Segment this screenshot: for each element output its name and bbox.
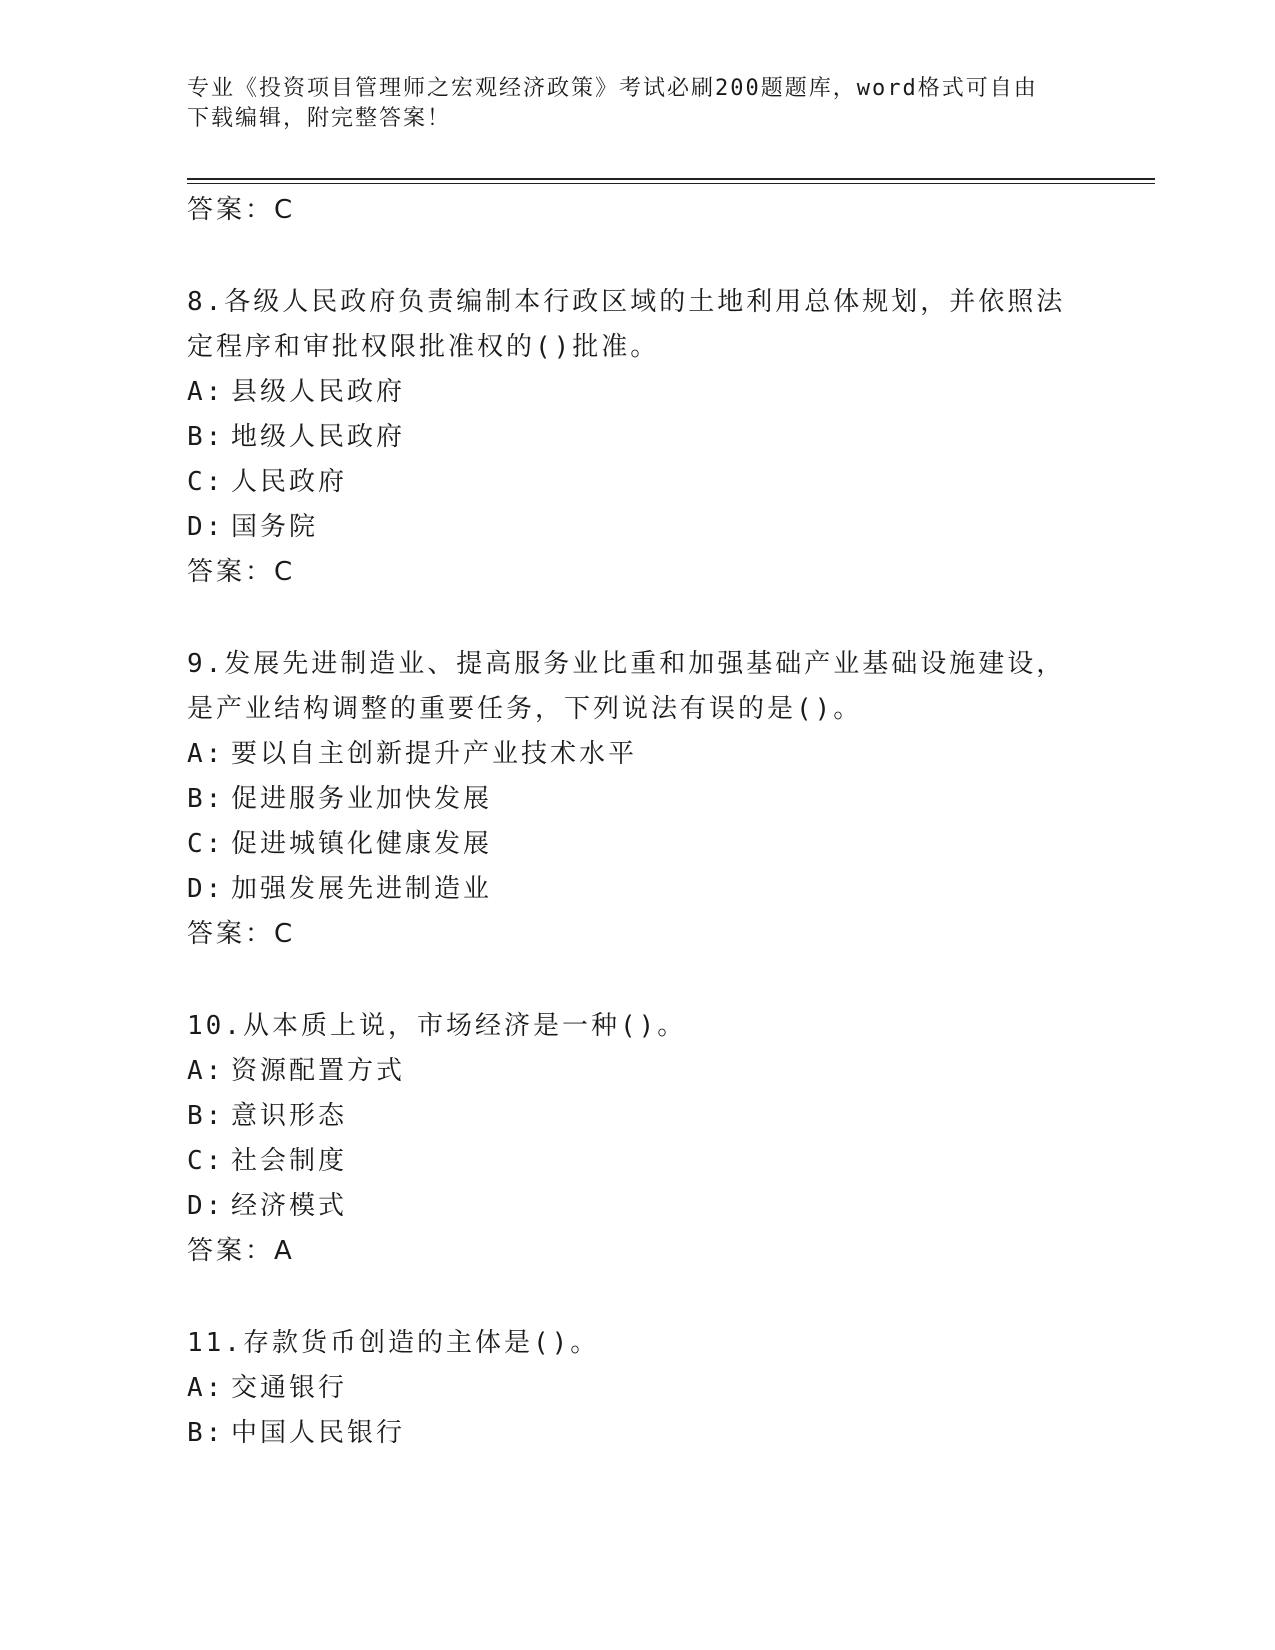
question-text: 10.从本质上说，市场经济是一种()。 — [187, 1011, 687, 1041]
option-key: B: — [187, 1418, 225, 1448]
question-text: 11.存款货币创造的主体是()。 — [187, 1328, 600, 1358]
option-text: 社会制度 — [231, 1146, 348, 1176]
answer-line — [187, 188, 1087, 233]
header-rule-thick — [187, 178, 1155, 180]
spacer — [187, 595, 1087, 642]
option-b — [187, 1094, 1087, 1139]
answer-value: C — [274, 919, 296, 949]
question-item — [187, 1004, 1087, 1274]
option-key: B: — [187, 422, 225, 452]
option-text: 加强发展先进制造业 — [231, 874, 493, 904]
question-list — [187, 188, 1087, 1456]
option-key: B: — [187, 784, 225, 814]
option-text: 县级人民政府 — [231, 377, 406, 407]
option-text: 中国人民银行 — [231, 1418, 406, 1448]
option-a — [187, 370, 1087, 415]
header-rule-thin — [187, 183, 1155, 184]
spacer — [187, 1274, 1087, 1321]
answer-line — [187, 912, 1087, 957]
option-text: 要以自主创新提升产业技术水平 — [231, 739, 638, 769]
option-key: A: — [187, 739, 225, 769]
option-d — [187, 867, 1087, 912]
option-text: 人民政府 — [231, 467, 348, 497]
question-text: 9.发展先进制造业、提高服务业比重和加强基础产业基础设施建设， — [187, 649, 1066, 679]
option-key: C: — [187, 467, 225, 497]
answer-value: A — [274, 1236, 295, 1266]
option-key: C: — [187, 829, 225, 859]
answer-value: C — [274, 557, 296, 587]
option-text: 国务院 — [231, 512, 319, 542]
option-key: D: — [187, 512, 225, 542]
question-item — [187, 280, 1087, 595]
question-item — [187, 642, 1087, 957]
option-key: A: — [187, 377, 225, 407]
spacer — [187, 233, 1087, 280]
option-key: B: — [187, 1101, 225, 1131]
header-line-1: 专业《投资项目管理师之宏观经济政策》考试必刷200题题库，word格式可自由 — [187, 76, 1038, 101]
option-text: 意识形态 — [231, 1101, 348, 1131]
answer-label: 答案： — [187, 557, 275, 587]
option-c — [187, 1139, 1087, 1184]
option-c — [187, 460, 1087, 505]
option-text: 资源配置方式 — [231, 1056, 406, 1086]
option-b — [187, 1411, 1087, 1456]
option-a — [187, 732, 1087, 777]
option-a — [187, 1049, 1087, 1094]
question-item — [187, 1321, 1087, 1456]
spacer — [187, 957, 1087, 1004]
option-key: D: — [187, 874, 225, 904]
option-d — [187, 1184, 1087, 1229]
answer-line — [187, 550, 1087, 595]
option-b — [187, 415, 1087, 460]
question-text-cont: 是产业结构调整的重要任务，下列说法有误的是()。 — [187, 694, 863, 724]
answer-label: 答案： — [187, 195, 275, 225]
answer-value: C — [274, 195, 296, 225]
document-header — [187, 74, 1087, 134]
header-line-2: 下载编辑，附完整答案！ — [187, 106, 452, 131]
option-text: 交通银行 — [231, 1373, 348, 1403]
answer-label: 答案： — [187, 1236, 275, 1266]
option-key: A: — [187, 1373, 225, 1403]
option-text: 经济模式 — [231, 1191, 348, 1221]
option-key: D: — [187, 1191, 225, 1221]
option-a — [187, 1366, 1087, 1411]
question-text: 8.各级人民政府负责编制本行政区域的土地利用总体规划，并依照法 — [187, 287, 1066, 317]
option-text: 地级人民政府 — [231, 422, 406, 452]
option-d — [187, 505, 1087, 550]
answer-label: 答案： — [187, 919, 275, 949]
option-b — [187, 777, 1087, 822]
option-key: A: — [187, 1056, 225, 1086]
answer-line — [187, 1229, 1087, 1274]
option-key: C: — [187, 1146, 225, 1176]
option-text: 促进服务业加快发展 — [231, 784, 493, 814]
question-text-cont: 定程序和审批权限批准权的()批准。 — [187, 332, 660, 362]
option-text: 促进城镇化健康发展 — [231, 829, 493, 859]
option-c — [187, 822, 1087, 867]
